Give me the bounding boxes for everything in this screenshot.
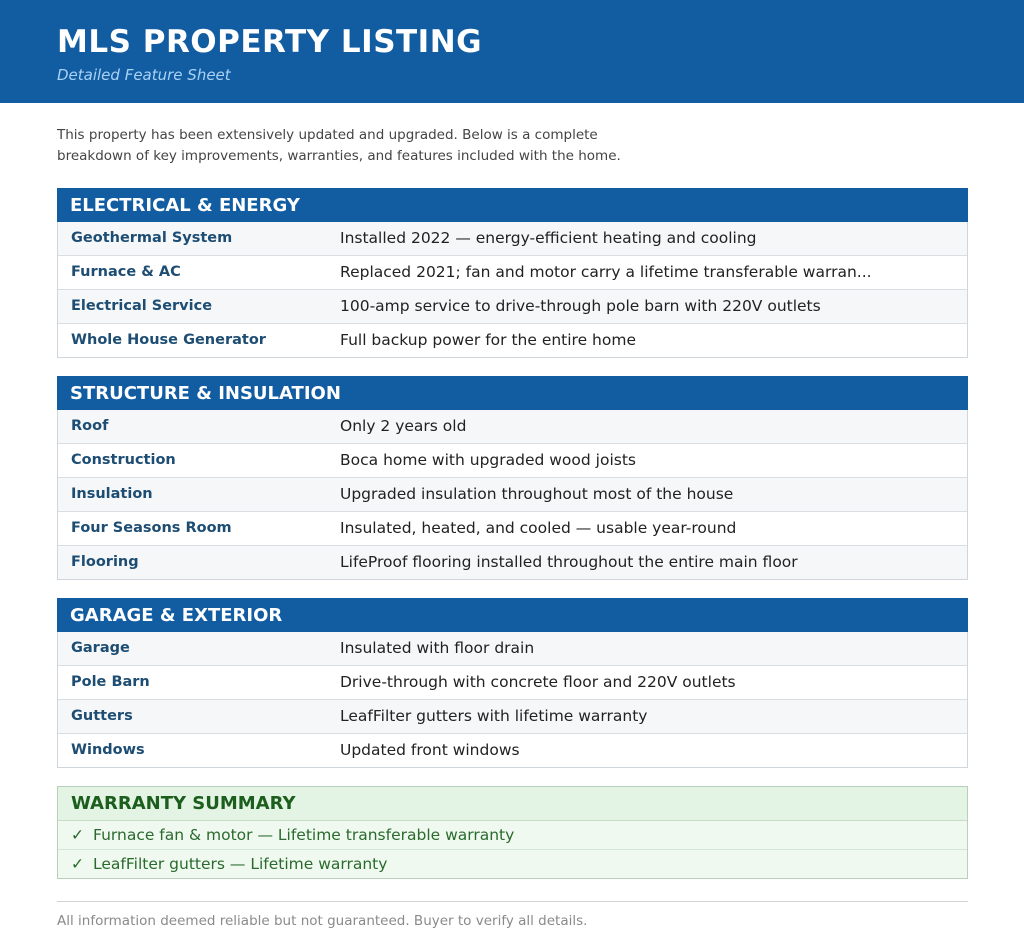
feature-label: Electrical Service <box>71 298 213 314</box>
feature-value: Boca home with upgraded wood joists <box>340 451 636 469</box>
feature-label: Pole Barn <box>71 674 150 690</box>
warranty-item-text: LeafFilter gutters — Lifetime warranty <box>93 855 388 873</box>
feature-value: LifeProof flooring installed throughout the entire main floor <box>340 553 798 571</box>
page-title: MLS PROPERTY LISTING <box>57 24 483 60</box>
section-structure-insulation <box>57 376 968 580</box>
table-row <box>58 733 967 767</box>
table-row <box>58 289 967 323</box>
feature-label: Garage <box>71 640 130 656</box>
feature-label: Whole House Generator <box>71 332 266 348</box>
warranty-title: WARRANTY SUMMARY <box>58 787 967 821</box>
list-item <box>58 849 967 878</box>
feature-label: Geothermal System <box>71 230 233 246</box>
table-row <box>58 323 967 357</box>
table-row <box>58 632 967 665</box>
footer-divider <box>57 901 968 902</box>
table-row <box>58 255 967 289</box>
page-subtitle: Detailed Feature Sheet <box>57 66 231 84</box>
feature-label: Construction <box>71 452 176 468</box>
feature-label: Insulation <box>71 486 153 502</box>
table-row <box>58 699 967 733</box>
checkmark-icon: ✓ <box>71 855 84 873</box>
warranty-item-text: Furnace fan & motor — Lifetime transferable warranty <box>93 826 515 844</box>
feature-label: Furnace & AC <box>71 264 181 280</box>
feature-value: Only 2 years old <box>340 417 467 435</box>
section-electrical-energy <box>57 188 968 358</box>
table-row <box>58 222 967 255</box>
feature-value: Drive-through with concrete floor and 220V outlets <box>340 673 736 691</box>
feature-value: Upgraded insulation throughout most of the house <box>340 485 734 503</box>
feature-label: Flooring <box>71 554 139 570</box>
intro-paragraph: This property has been extensively updated and upgraded. Below is a complete breakdown of key improvements, warranties, and features included with the home. <box>57 127 621 164</box>
warranty-summary <box>57 786 968 879</box>
table-row <box>58 443 967 477</box>
section-garage-exterior <box>57 598 968 768</box>
table-row <box>58 665 967 699</box>
checkmark-icon: ✓ <box>71 826 84 844</box>
feature-value: Insulated with floor drain <box>340 639 535 657</box>
table-row <box>58 545 967 579</box>
list-item <box>58 821 967 849</box>
section-title: STRUCTURE & INSULATION <box>57 376 968 410</box>
table-row <box>58 511 967 545</box>
feature-value: LeafFilter gutters with lifetime warranty <box>340 707 648 725</box>
feature-label: Windows <box>71 742 145 758</box>
feature-label: Roof <box>71 418 109 434</box>
feature-value: Replaced 2021; fan and motor carry a lifetime transferable warran... <box>340 263 872 281</box>
page-header <box>0 0 1024 103</box>
feature-value: Insulated, heated, and cooled — usable year-round <box>340 519 737 537</box>
feature-value: 100-amp service to drive-through pole barn with 220V outlets <box>340 297 821 315</box>
section-title: ELECTRICAL & ENERGY <box>57 188 968 222</box>
section-title: GARAGE & EXTERIOR <box>57 598 968 632</box>
feature-value: Installed 2022 — energy-efficient heating and cooling <box>340 229 757 247</box>
feature-label: Gutters <box>71 708 133 724</box>
feature-label: Four Seasons Room <box>71 520 232 536</box>
feature-value: Updated front windows <box>340 741 520 759</box>
table-row <box>58 410 967 443</box>
feature-value: Full backup power for the entire home <box>340 331 636 349</box>
footer-disclaimer: All information deemed reliable but not guaranteed. Buyer to verify all details. <box>57 913 588 929</box>
table-row <box>58 477 967 511</box>
